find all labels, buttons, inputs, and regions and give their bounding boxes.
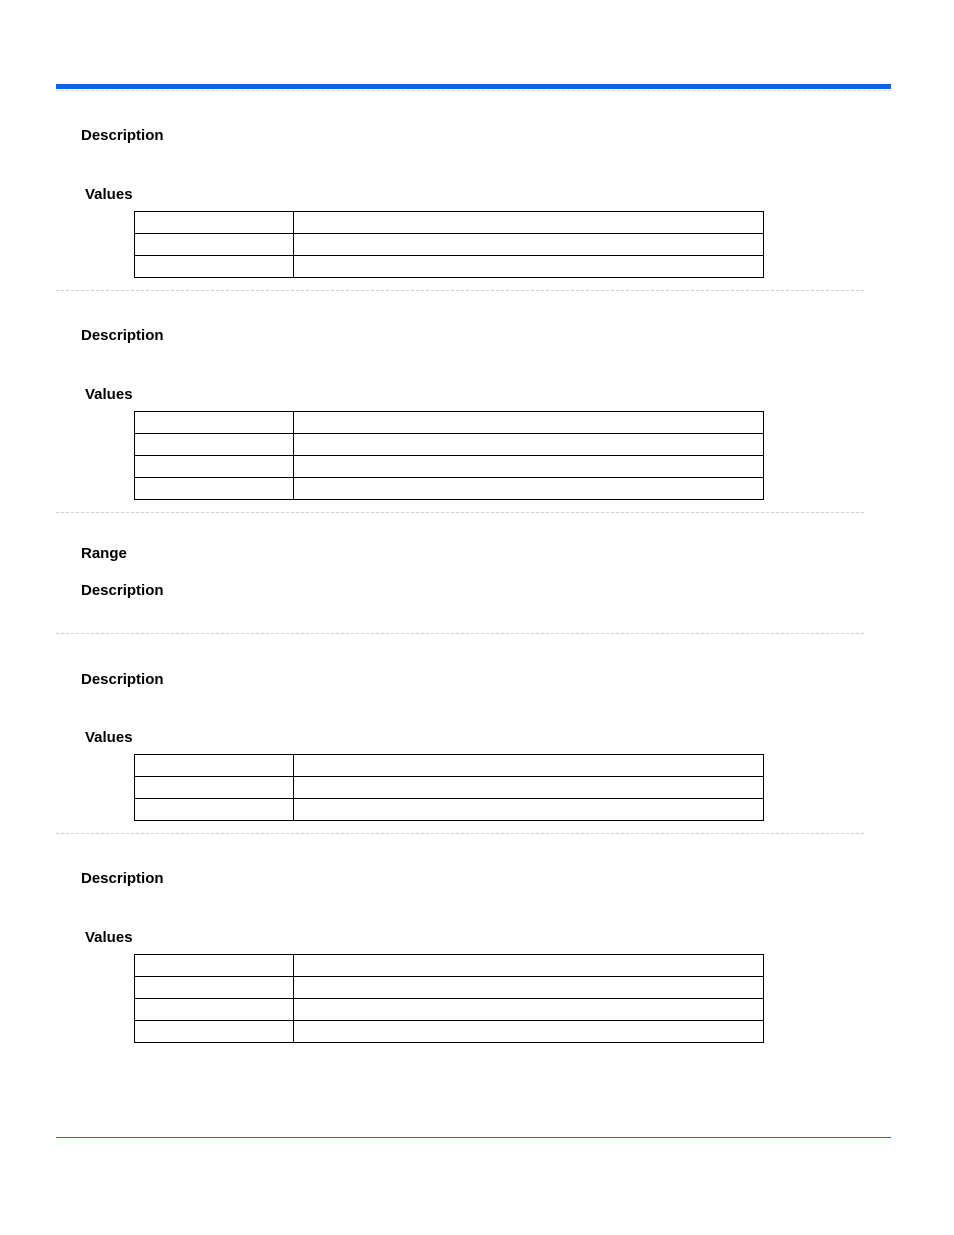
table-cell-value <box>135 977 294 999</box>
table-row <box>135 456 764 478</box>
table-cell-value <box>135 412 294 434</box>
table-cell-meaning <box>294 999 764 1021</box>
table-cell-value <box>135 777 294 799</box>
values-heading: Values <box>85 186 133 203</box>
table-cell-meaning <box>294 256 764 278</box>
table-cell-meaning <box>294 412 764 434</box>
table-row <box>135 1021 764 1043</box>
table-cell-value <box>135 212 294 234</box>
table-row <box>135 777 764 799</box>
description-heading: Description <box>81 870 164 887</box>
footer-rule <box>56 1137 891 1138</box>
table-row <box>135 256 764 278</box>
header-dashed-rule <box>56 90 891 91</box>
table-cell-meaning <box>294 755 764 777</box>
table-cell-meaning <box>294 777 764 799</box>
table-cell-value <box>135 799 294 821</box>
table-row <box>135 755 764 777</box>
section-divider <box>56 633 864 634</box>
table-cell-meaning <box>294 1021 764 1043</box>
table-row <box>135 999 764 1021</box>
table-cell-value <box>135 999 294 1021</box>
table-cell-meaning <box>294 434 764 456</box>
table-cell-value <box>135 755 294 777</box>
range-heading: Range <box>81 545 127 562</box>
header-rule <box>56 84 891 89</box>
table-cell-value <box>135 234 294 256</box>
values-table <box>134 954 764 1043</box>
table-cell-meaning <box>294 456 764 478</box>
section-divider <box>56 290 864 291</box>
table-cell-meaning <box>294 478 764 500</box>
table-row <box>135 212 764 234</box>
table-cell-value <box>135 478 294 500</box>
values-table <box>134 211 764 278</box>
table-cell-value <box>135 456 294 478</box>
table-row <box>135 799 764 821</box>
table-row <box>135 977 764 999</box>
table-cell-meaning <box>294 977 764 999</box>
table-row <box>135 478 764 500</box>
table-cell-value <box>135 1021 294 1043</box>
table-cell-value <box>135 434 294 456</box>
values-table <box>134 754 764 821</box>
table-cell-meaning <box>294 955 764 977</box>
table-cell-meaning <box>294 799 764 821</box>
table-cell-value <box>135 955 294 977</box>
description-heading: Description <box>81 582 164 599</box>
values-heading: Values <box>85 729 133 746</box>
description-heading: Description <box>81 127 164 144</box>
table-cell-value <box>135 256 294 278</box>
values-table <box>134 411 764 500</box>
table-row <box>135 412 764 434</box>
table-row <box>135 955 764 977</box>
section-divider <box>56 512 864 513</box>
table-row <box>135 234 764 256</box>
values-heading: Values <box>85 386 133 403</box>
section-divider <box>56 833 864 834</box>
table-cell-meaning <box>294 212 764 234</box>
table-row <box>135 434 764 456</box>
table-cell-meaning <box>294 234 764 256</box>
values-heading: Values <box>85 929 133 946</box>
description-heading: Description <box>81 671 164 688</box>
description-heading: Description <box>81 327 164 344</box>
